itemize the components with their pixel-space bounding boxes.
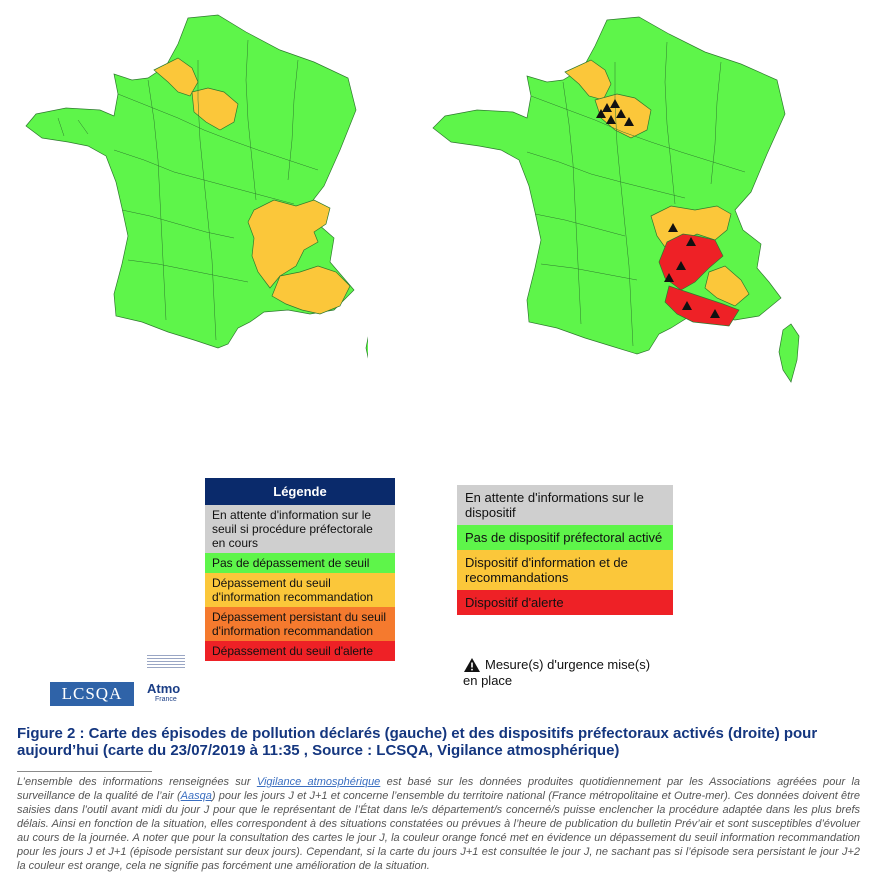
legend-title: Légende — [205, 478, 395, 505]
atmo-logo-lines — [147, 655, 185, 669]
lcsqa-logo: LCSQA — [50, 682, 134, 706]
map-episodes-declared — [18, 10, 368, 390]
legend-item-no-dispositif: Pas de dispositif préfectoral activé — [457, 525, 673, 550]
legend-item-pending: En attente d'information sur le seuil si procédure préfectorale en cours — [205, 505, 395, 553]
atmo-logo-sub: France — [155, 696, 177, 703]
legend-item-no-exceedance: Pas de dépassement de seuil — [205, 553, 395, 573]
legend-measures — [457, 485, 673, 615]
note-part1: L’ensemble des informations renseignées sur — [17, 776, 257, 788]
legend-item-persistent-threshold: Dépassement persistant du seuil d'information recommandation — [205, 607, 395, 641]
region-corse[interactable] — [779, 324, 799, 382]
emergency-measures-label: Mesure(s) d'urgence mise(s) en place — [463, 657, 651, 688]
atmo-france-logo — [145, 655, 189, 705]
legend-item-information-dispositif: Dispositif d'information et de recommandations — [457, 550, 673, 590]
note-part3: ) pour les jours J et J+1 et concerne l’ensemble du territoire national (France métropolitaine et Outre-mer). Ces données doivent être saisies dans l’outil avant midi du jour J pour que le représentant de l’État dans le/s département/s concerné/s puisse enclencher la procédure adaptée dans les plus brefs délais. Ainsi en fonction de la situation, elles correspondent à des situations constatées ou prévues à l’heure de publication du bulletin Prév’air et sont susceptibles d’évoluer au cours de la journée. A noter que pour la consultation des cartes le jour J, la couleur orange foncé met en évidence un dépassement du seuil information recommandation pour les jours J et J+1 (épisode persistant sur deux jours). Cependant, si la carte du jours J+1 est consultée le jour J, ne sachant pas si l’épisode sera persistant le jour J+2 la couleur est orange, cela ne signifie pas forcément une amélioration de la situation. — [17, 790, 860, 872]
note-part2: est basé sur les données produites quotidiennement par les Associations agréées pour la surveillance de la qualité de l’air ( — [17, 776, 861, 802]
france-outline-right — [433, 17, 799, 382]
link-aasqa[interactable]: Aasqa — [180, 790, 212, 802]
map-prefectoral-measures — [425, 10, 810, 395]
link-vigilance-atmospherique[interactable]: Vigilance atmosphérique — [256, 776, 381, 788]
atmo-logo-word: Atmo — [147, 681, 181, 696]
legend-item-alert-dispositif: Dispositif d'alerte — [457, 590, 673, 615]
legend-item-alert-threshold: Dépassement du seuil d'alerte — [205, 641, 395, 661]
legend-item-pending-dispositif: En attente d'informations sur le dispositif — [457, 485, 673, 525]
footnote-text — [17, 775, 860, 873]
region-corse[interactable] — [366, 322, 368, 378]
legend-episodes — [205, 478, 395, 661]
separator-line — [17, 771, 152, 772]
legend-item-emergency-measures — [463, 657, 663, 689]
warning-triangle-icon — [463, 657, 481, 673]
figure-caption: Figure 2 : Carte des épisodes de pollution déclarés (gauche) et des dispositifs préfectoraux activés (droite) pour aujourd’hui (carte du 23/07/2019 à 11:35 , Source : LCSQA, Vigilance atmosphérique) — [17, 725, 818, 759]
legend-item-information-threshold: Dépassement du seuil d'information recommandation — [205, 573, 395, 607]
france-outline-left — [26, 15, 368, 378]
